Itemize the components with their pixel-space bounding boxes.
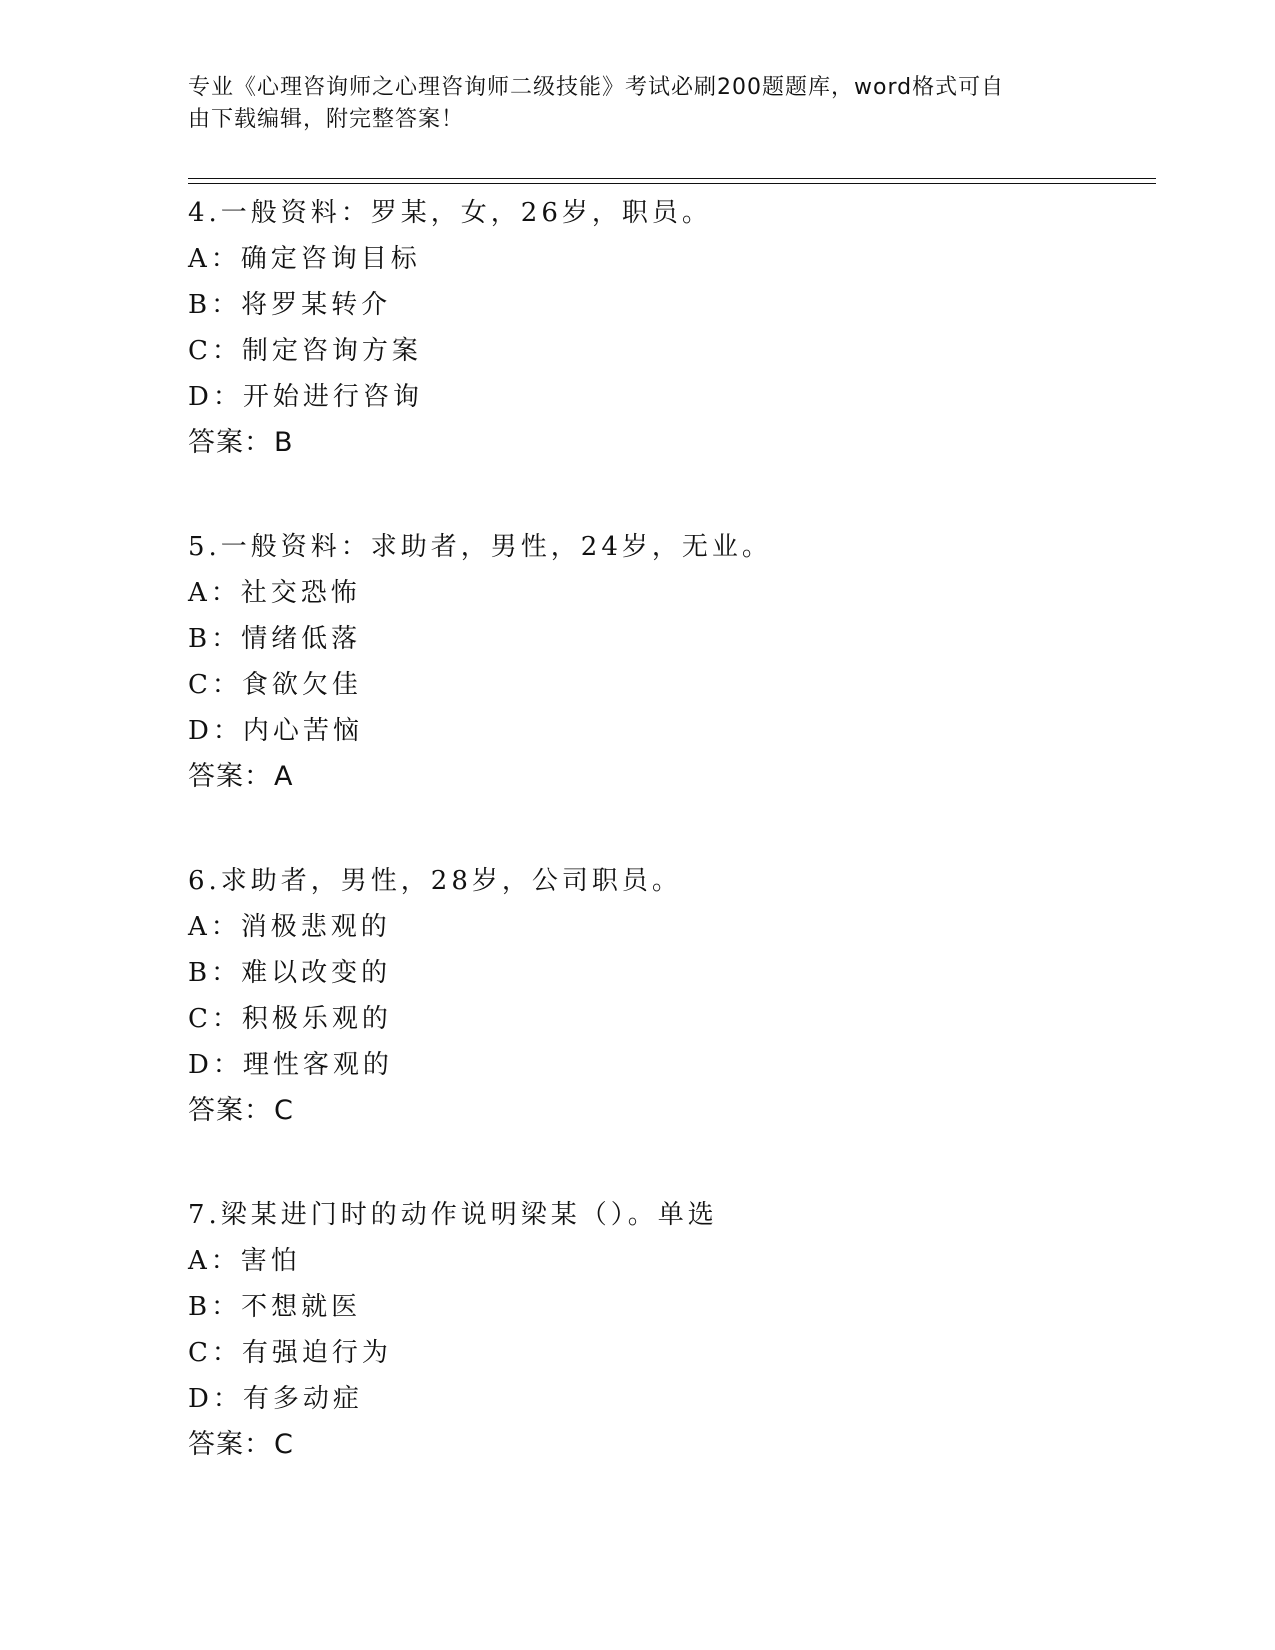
option-d: D：理性客观的 <box>188 1050 393 1080</box>
question-title: 5.一般资料：求助者，男性，24岁，无业。 <box>188 532 772 562</box>
question-title: 6.求助者，男性，28岁，公司职员。 <box>188 866 682 896</box>
option-c: C：有强迫行为 <box>188 1338 392 1368</box>
answer-value: C <box>274 1095 294 1126</box>
question-item <box>188 524 1148 800</box>
option-c: C：制定咨询方案 <box>188 336 422 366</box>
option-a: A：社交恐怖 <box>188 578 361 608</box>
option-c: C：食欲欠佳 <box>188 670 362 700</box>
question-title: 4.一般资料：罗某，女，26岁，职员。 <box>188 198 712 228</box>
question-item <box>188 190 1148 466</box>
option-a: A：消极悲观的 <box>188 912 391 942</box>
option-b: B：不想就医 <box>188 1292 362 1322</box>
question-list <box>188 190 1148 1526</box>
question-item <box>188 858 1148 1134</box>
option-b: B：难以改变的 <box>188 958 392 988</box>
question-item <box>188 1192 1148 1468</box>
answer-line <box>188 420 1148 466</box>
option-b: B：将罗某转介 <box>188 290 392 320</box>
header-line-1: 专业《心理咨询师之心理咨询师二级技能》考试必刷200题题库，word格式可自 <box>188 75 1005 100</box>
option-c: C：积极乐观的 <box>188 1004 392 1034</box>
header-line-2: 由下载编辑，附完整答案！ <box>188 107 465 132</box>
answer-line <box>188 754 1148 800</box>
answer-line <box>188 1088 1148 1134</box>
document-header <box>188 72 1078 136</box>
header-divider-top <box>188 178 1156 179</box>
answer-label: 答案： <box>188 427 272 458</box>
option-a: A：害怕 <box>188 1246 301 1276</box>
answer-value: C <box>274 1429 294 1460</box>
option-d: D：有多动症 <box>188 1384 363 1414</box>
header-divider-bottom <box>188 183 1156 184</box>
answer-line <box>188 1422 1148 1468</box>
answer-value: A <box>274 761 294 792</box>
answer-label: 答案： <box>188 1429 272 1460</box>
option-d: D：内心苦恼 <box>188 716 363 746</box>
option-d: D：开始进行咨询 <box>188 382 423 412</box>
option-b: B：情绪低落 <box>188 624 362 654</box>
answer-label: 答案： <box>188 761 272 792</box>
option-a: A：确定咨询目标 <box>188 244 421 274</box>
question-title: 7.梁某进门时的动作说明梁某（）。单选 <box>188 1200 718 1230</box>
answer-label: 答案： <box>188 1095 272 1126</box>
answer-value: B <box>274 427 294 458</box>
